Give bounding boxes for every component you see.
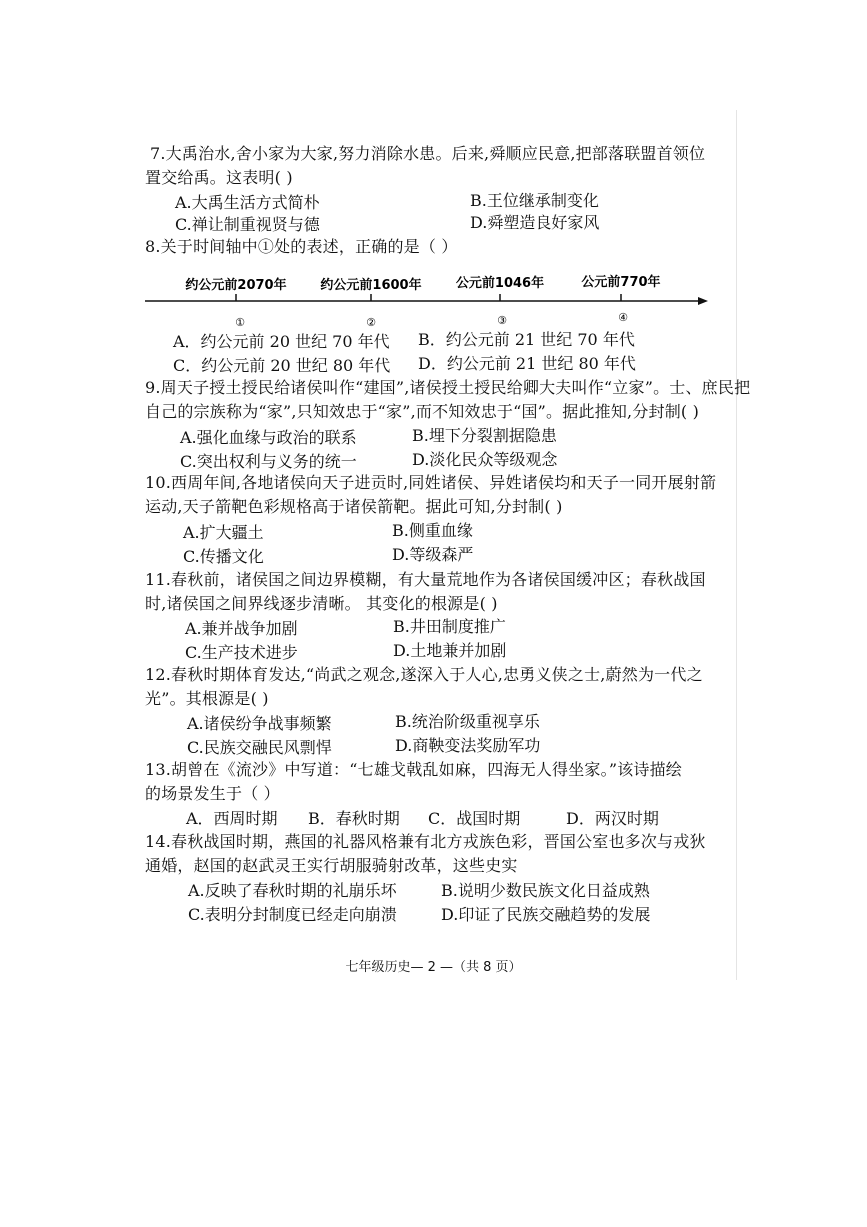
q10-stem-line2: 运动,天子箭靶色彩规格高于诸侯箭靶。据此可知,分封制( )	[145, 497, 563, 516]
q7-option-a: A.大禹生活方式简朴	[175, 193, 320, 212]
q10-option-d: D.等级森严	[392, 545, 474, 564]
q13-option-a: A．西周时期	[186, 809, 278, 828]
q12-option-c: C.民族交融民风剽悍	[187, 738, 332, 757]
page-edge-divider	[736, 110, 737, 980]
q11-option-c: C.生产技术进步	[185, 643, 298, 662]
q9-option-c: C.突出权利与义务的统一	[180, 452, 357, 471]
q12-option-a: A.诸侯纷争战事频繁	[187, 714, 332, 733]
q11-stem-line2: 时,诸侯国之间界线逐步清晰。 其变化的根源是( )	[145, 594, 498, 613]
q12-option-d: D.商鞅变法奖励军功	[395, 736, 541, 755]
q12-stem-line2: 光”。其根源是( )	[145, 689, 269, 708]
q9-stem-line1: 9.周天子授土授民给诸侯叫作“建国”,诸侯授土授民给卿大夫叫作“立家”。士、庶民把	[145, 378, 751, 397]
q9-option-b: B.埋下分裂割据隐患	[412, 426, 557, 445]
q7-option-c: C.禅让制重视贤与德	[175, 215, 320, 234]
q7-option-d: D.舜塑造良好家风	[470, 213, 600, 232]
q14-stem-line1: 14.春秋战国时期，燕国的礼器风格兼有北方戎族色彩，晋国公室也多次与戎狄	[145, 832, 706, 851]
timeline-label-4: 公元前770年	[581, 275, 661, 290]
q8-stem: 8.关于时间轴中①处的表述，正确的是（ ）	[145, 237, 458, 256]
q10-option-b: B.侧重血缘	[392, 521, 473, 540]
q8-option-c: C．约公元前 20 世纪 80 年代	[173, 356, 391, 375]
q11-stem-line1: 11.春秋前，诸侯国之间边界模糊，有大量荒地作为各诸侯国缓冲区；春秋战国	[145, 570, 706, 589]
q7-stem-line2: 置交给禹。这表明( )	[145, 168, 293, 187]
timeline-marker-2: ②	[366, 316, 376, 329]
timeline-label-2: 约公元前1600年	[320, 278, 422, 293]
timeline-label-1: 约公元前2070年	[185, 278, 287, 293]
q13-stem-line1: 13.胡曾在《流沙》中写道：“七雄戈戟乱如麻，四海无人得坐家。”该诗描绘	[145, 760, 683, 779]
q14-option-b: B.说明少数民族文化日益成熟	[441, 881, 650, 900]
timeline-marker-1: ①	[235, 316, 245, 329]
q10-stem-line1: 10.西周年间,各地诸侯向天子进贡时,同姓诸侯、异姓诸侯均和天子一同开展射箭	[145, 473, 717, 492]
q10-option-c: C.传播文化	[183, 547, 264, 566]
timeline-marker-4: ④	[618, 311, 628, 324]
q13-option-c: C．战国时期	[428, 809, 521, 828]
timeline-label-3: 公元前1046年	[455, 276, 545, 291]
q12-stem-line1: 12.春秋时期体育发达,“尚武之观念,遂深入于人心,忠勇义侠之士,蔚然为一代之	[145, 665, 703, 684]
q14-option-d: D.印证了民族交融趋势的发展	[441, 905, 651, 924]
q14-option-c: C.表明分封制度已经走向崩溃	[188, 905, 397, 924]
q7-stem-line1: 7.大禹治水,舍小家为大家,努力消除水患。后来,舜顺应民意,把部落联盟首领位	[150, 144, 706, 163]
q10-option-a: A.扩大疆土	[183, 523, 264, 542]
q8-option-b: B．约公元前 21 世纪 70 年代	[418, 330, 635, 349]
q9-option-a: A.强化血缘与政治的联系	[180, 428, 357, 447]
q14-stem-line2: 通婚，赵国的赵武灵王实行胡服骑射改革，这些史实	[145, 856, 518, 875]
q8-option-a: A．约公元前 20 世纪 70 年代	[173, 332, 390, 351]
q9-stem-line2: 自己的宗族称为“家”,只知效忠于“家”,而不知效忠于“国”。据此推知,分封制( )	[145, 402, 700, 421]
timeline-arrowhead	[698, 297, 708, 305]
q12-option-b: B.统治阶级重视享乐	[395, 712, 540, 731]
q13-option-b: B．春秋时期	[308, 809, 400, 828]
q11-option-b: B.井田制度推广	[393, 617, 506, 636]
q13-option-d: D．两汉时期	[566, 809, 659, 828]
timeline-marker-3: ③	[497, 314, 507, 327]
q14-option-a: A.反映了春秋时期的礼崩乐坏	[188, 881, 397, 900]
timeline-diagram	[140, 268, 710, 338]
q11-option-a: A.兼并战争加剧	[185, 619, 298, 638]
q13-stem-line2: 的场景发生于（ ）	[145, 784, 280, 803]
q7-option-b: B.王位继承制变化	[470, 191, 599, 210]
q8-option-d: D．约公元前 21 世纪 80 年代	[418, 354, 636, 373]
page-footer: 七年级历史— 2 —（共 8 页）	[345, 960, 522, 975]
q9-option-d: D.淡化民众等级观念	[412, 450, 558, 469]
q11-option-d: D.土地兼并加剧	[393, 641, 507, 660]
